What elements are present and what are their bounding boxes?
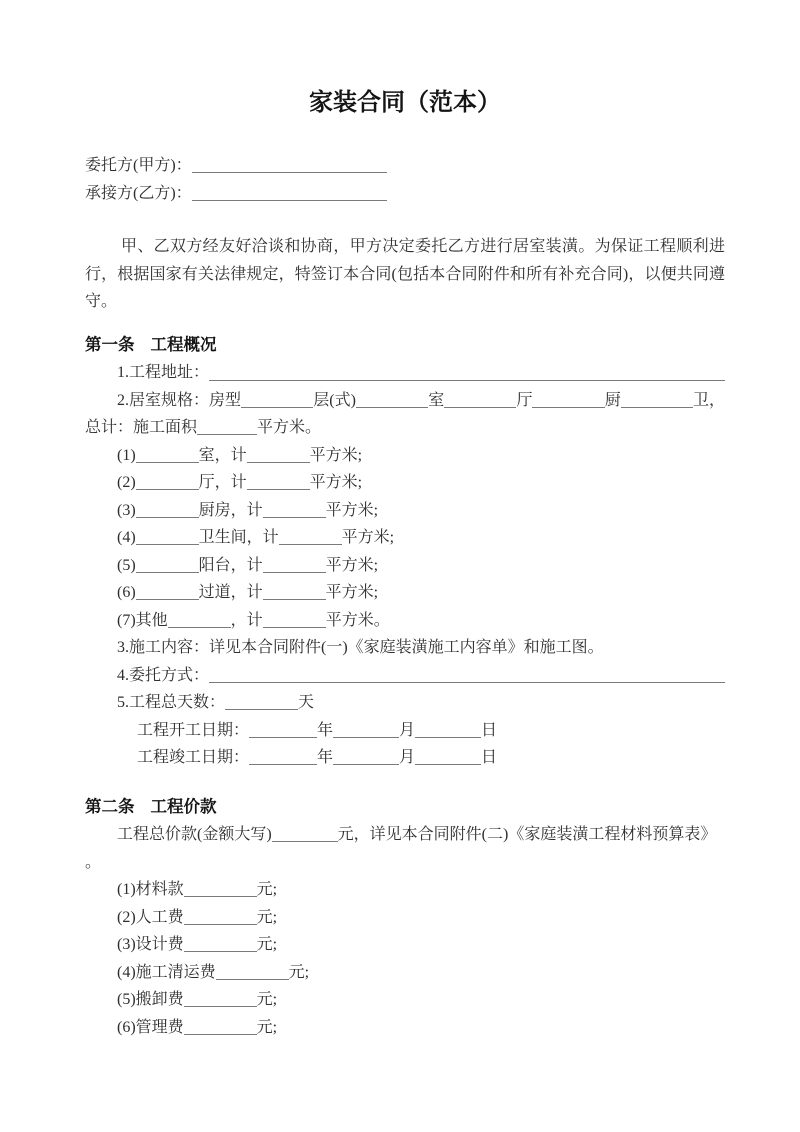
kitchen-count-label: 厨	[604, 391, 621, 409]
room-area-blank-field	[263, 613, 326, 628]
start-day-blank-field	[415, 723, 481, 738]
fee-label: (5)搬卸费	[117, 991, 184, 1008]
start-year-blank-field	[249, 723, 317, 738]
start-month-blank-field	[333, 723, 399, 738]
room-count-label: 室	[428, 391, 445, 409]
room-area-blank-field	[263, 558, 326, 573]
fee-amount-blank-field	[184, 992, 257, 1007]
fee-unit: 元;	[256, 936, 278, 953]
intro-paragraph: 甲、乙双方经友好洽谈和协商，甲方决定委托乙方进行居室装潢。为保证工程顺利进行，根据国家有关法律规定，特签订本合同(包括本合同附件和所有补充合同)，以便共同遵守。	[85, 238, 725, 310]
room-row-num: (3)	[117, 501, 136, 519]
party-b-blank-field	[192, 186, 387, 201]
room-row-unit: 平方米;	[325, 584, 379, 601]
kitchen-count-blank-field	[621, 407, 693, 408]
room-row-mid: ，计	[230, 611, 263, 629]
room-row-num: (7)其他	[117, 611, 168, 629]
fee-row-5	[85, 986, 725, 1014]
hall-count-label: 厅	[516, 391, 533, 409]
month-label: 月	[399, 749, 416, 766]
fee-row-6	[85, 1014, 725, 1042]
room-row-mid: 卫生间，计	[198, 529, 279, 546]
total-price-line	[85, 821, 725, 849]
entrust-method-label: 4.委托方式：	[117, 666, 210, 684]
fee-amount-blank-field	[184, 1020, 257, 1035]
fee-row-3	[85, 931, 725, 959]
fee-label: (4)施工清运费	[117, 963, 216, 981]
end-date-label: 工程竣工日期：	[137, 749, 250, 766]
room-name-blank-field	[136, 503, 199, 518]
party-block	[85, 152, 725, 207]
room-row-mid: 厨房，计	[198, 501, 263, 519]
section1-heading	[85, 332, 725, 360]
room-row-mid: 过道，计	[198, 584, 263, 601]
project-address-label: 1.工程地址：	[117, 364, 210, 381]
total-area-blank-field	[197, 420, 257, 435]
room-row-unit: 平方米;	[309, 446, 363, 464]
room-row-unit: 平方米;	[325, 556, 379, 574]
section2-number: 第二条	[85, 797, 135, 816]
entrust-method-blank-field	[209, 682, 725, 683]
party-a-blank-field	[192, 158, 387, 173]
room-name-blank-field	[136, 530, 199, 545]
room-row-num: (5)	[117, 556, 136, 574]
fee-label: (6)管理费	[117, 1018, 184, 1036]
room-row-unit: 平方米。	[325, 611, 390, 629]
section2-heading	[85, 794, 725, 822]
room-name-blank-field	[136, 448, 199, 463]
room-row-num: (6)	[117, 584, 136, 601]
start-date-label: 工程开工日期：	[137, 721, 250, 739]
total-days-unit: 天	[298, 694, 315, 711]
room-row-3	[85, 497, 725, 525]
total-price-blank-field	[272, 827, 338, 842]
room-name-blank-field	[168, 613, 231, 628]
room-row-mid: 室，计	[198, 446, 247, 464]
room-row-unit: 平方米;	[341, 529, 395, 546]
total-days-line	[85, 689, 725, 717]
room-row-6	[85, 579, 725, 607]
fee-amount-blank-field	[184, 910, 257, 925]
room-row-unit: 平方米;	[325, 501, 379, 519]
party-b-line	[85, 180, 725, 208]
room-spec-line	[85, 387, 725, 415]
room-row-num: (4)	[117, 529, 136, 546]
construction-content-line: 3.施工内容：详见本合同附件(一)《家庭装潢施工内容单》和施工图。	[117, 639, 604, 656]
room-area-blank-field	[247, 475, 310, 490]
floor-label: 层(式)	[313, 391, 356, 409]
room-row-mid: 阳台，计	[198, 556, 263, 574]
room-name-blank-field	[136, 585, 199, 600]
party-a-line	[85, 152, 725, 180]
fee-label: (1)材料款	[117, 881, 184, 898]
fee-unit: 元;	[256, 991, 278, 1008]
fee-label: (3)设计费	[117, 936, 184, 953]
room-row-unit: 平方米;	[309, 474, 363, 491]
room-area-blank-field	[279, 530, 342, 545]
year-label: 年	[317, 749, 334, 766]
entrust-method-line	[85, 662, 725, 690]
room-row-mid: 厅，计	[198, 474, 247, 491]
fee-unit: 元;	[288, 963, 310, 981]
total-price-label: 工程总价款(金额大写)	[117, 826, 272, 843]
day-label: 日	[481, 721, 498, 739]
total-area-line	[85, 414, 725, 442]
bath-count-label: 卫，	[692, 391, 725, 409]
document-title: 家装合同（范本）	[309, 89, 501, 116]
hall-count-blank-field	[532, 407, 604, 408]
room-count-blank-field	[444, 407, 516, 408]
total-area-label: 总计：施工面积	[85, 419, 198, 436]
fee-amount-blank-field	[184, 937, 257, 952]
total-days-blank-field	[225, 695, 298, 710]
project-address-blank-field	[209, 380, 725, 381]
end-date-line	[85, 744, 725, 772]
end-year-blank-field	[249, 750, 317, 765]
fee-unit: 元;	[256, 908, 278, 926]
room-area-blank-field	[263, 585, 326, 600]
section1-number: 第一条	[85, 335, 135, 354]
party-b-label: 承接方(乙方)：	[85, 184, 192, 202]
total-days-label: 5.工程总天数：	[117, 694, 226, 711]
room-row-5	[85, 552, 725, 580]
room-name-blank-field	[136, 475, 199, 490]
end-month-blank-field	[333, 750, 399, 765]
project-address-line	[85, 359, 725, 387]
total-price-suffix: 元，详见本合同附件(二)《家庭装潢工程材料预算表》	[337, 826, 717, 843]
year-label: 年	[317, 721, 334, 739]
floor-blank-field	[356, 407, 428, 408]
day-label: 日	[481, 749, 498, 766]
room-row-num: (1)	[117, 446, 136, 464]
fee-label: (2)人工费	[117, 908, 184, 926]
room-row-2	[85, 469, 725, 497]
room-type-blank-field	[241, 407, 313, 408]
room-row-7	[85, 607, 725, 635]
room-name-blank-field	[136, 558, 199, 573]
month-label: 月	[399, 721, 416, 739]
fee-row-2	[85, 904, 725, 932]
start-date-line	[85, 717, 725, 745]
fee-unit: 元;	[256, 1018, 278, 1036]
fee-amount-blank-field	[216, 965, 289, 980]
room-row-4	[85, 524, 725, 552]
room-area-blank-field	[247, 448, 310, 463]
room-row-num: (2)	[117, 474, 136, 491]
total-price-period-line: 。	[85, 853, 102, 871]
section2-title: 工程价款	[150, 797, 217, 816]
room-spec-label: 2.居室规格：房型	[117, 391, 242, 409]
fee-row-4	[85, 959, 725, 987]
room-row-1	[85, 442, 725, 470]
fee-unit: 元;	[256, 881, 278, 898]
room-area-blank-field	[263, 503, 326, 518]
section1-title: 工程概况	[150, 335, 217, 354]
end-day-blank-field	[415, 750, 481, 765]
party-a-label: 委托方(甲方)：	[85, 157, 192, 174]
total-area-unit: 平方米。	[257, 419, 322, 436]
fee-row-1	[85, 876, 725, 904]
fee-amount-blank-field	[184, 882, 257, 897]
